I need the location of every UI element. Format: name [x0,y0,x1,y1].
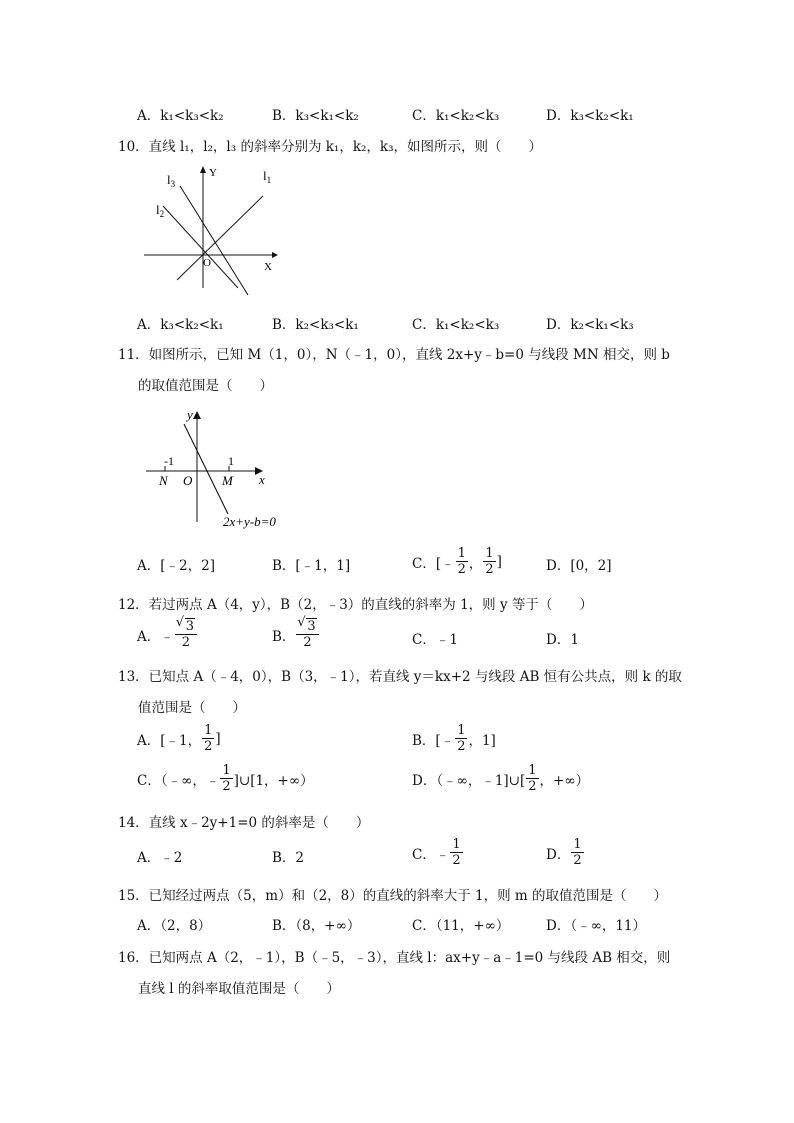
q13-c-suffix: ]∪[1，+∞） [233,772,314,789]
q11-c-frac1 [456,547,468,576]
q10-option-b: B．k₂<k₃<k₁ [272,317,359,333]
q16-stem-line2: 直线 l 的斜率取值范围是（ ） [138,981,340,997]
q11-m-label: M [222,473,233,488]
q10-x-label: X [264,261,272,273]
q14-d-den: 2 [573,853,582,868]
q14-c-frac [450,838,462,867]
q13-c-frac [220,764,232,793]
q11-y-label: y [187,407,193,422]
q11-c-den2: 2 [485,562,494,577]
q13-stem-line2: 值范围是（ ） [138,700,246,716]
q14-d-prefix: D． [546,846,571,863]
q10-option-a: A．k₃<k₂<k₁ [137,317,224,333]
q14-c-num: 1 [452,837,461,852]
q13-option-b [412,724,496,753]
q13-d-num: 1 [528,763,537,778]
q12-b-frac [296,620,318,649]
q10-line-l3 [180,186,248,295]
q13-b-suffix: ，1] [468,732,496,749]
q10-option-c: C．k₁<k₂<k₃ [412,317,500,333]
q11-o-label: O [183,473,193,488]
q9-option-c: C．k₁<k₂<k₃ [412,108,500,124]
q12-stem: 12．若过两点 A（4，y），B（2，﹣3）的直线的斜率为 1，则 y 等于（ ） [118,597,593,613]
q11-n-label: N [159,473,168,488]
q14-option-d [546,838,585,867]
q10-option-d: D．k₂<k₁<k₃ [546,317,634,333]
q14-stem: 14．直线 x﹣2y+1=0 的斜率是（ ） [118,815,370,831]
q13-option-d [412,764,589,793]
q12-a-den: 2 [181,635,191,650]
q12-b-prefix: B． [272,628,296,645]
q11-stem-line2: 的取值范围是（ ） [138,378,273,394]
q12-a-prefix: A．﹣ [137,628,174,645]
q13-option-a [137,724,221,753]
q14-d-num: 1 [573,837,582,852]
q13-a-prefix: A．[﹣1， [137,732,202,749]
q15-option-d: D．（﹣∞，11） [546,918,646,934]
q10-x-arrow [272,252,278,258]
q15-stem: 15．已知经过两点（5，m）和（2，8）的直线的斜率大于 1，则 m 的取值范围是（ ） [118,888,668,904]
q10-l2-label: $l_2$ [156,202,165,219]
q10-l1-label: $l_1$ [263,168,272,185]
q13-b-den: 2 [457,739,466,754]
q10-l3-label: $l_3$ [167,172,176,189]
q14-c-den: 2 [452,853,461,868]
q13-c-prefix: C．（﹣∞，﹣ [137,772,220,789]
q9-option-a: A．k₁<k₃<k₂ [137,108,224,124]
q12-b-den: 2 [303,635,312,650]
q13-c-den: 2 [222,779,231,794]
q11-option-a: A．[﹣2，2] [137,558,215,574]
q12-option-d: D．1 [546,632,579,648]
q13-b-prefix: B．[﹣ [412,732,455,749]
q13-c-num: 1 [222,763,231,778]
q12-option-a [137,620,198,649]
q9-option-d: D．k₃<k₂<k₁ [546,108,634,124]
q13-a-den: 2 [204,739,213,754]
q11-stem-line1: 11．如图所示，已知 M（1，0），N（﹣1，0），直线 2x+y﹣b=0 与线段 MN 相交，则 b [118,347,670,363]
q11-c-num2: 1 [485,546,494,561]
q11-c-sep: ， [468,555,483,572]
q13-d-prefix: D．（﹣∞，﹣1]∪[ [412,772,526,789]
q11-c-frac2 [483,547,495,576]
q14-option-a: A．﹣2 [137,850,183,866]
q11-one-label: 1 [228,454,234,468]
q11-c-den1: 2 [457,562,466,577]
q11-c-num1: 1 [457,546,466,561]
q13-stem-line1: 13．已知点 A（﹣4，0），B（3，﹣1），若直线 y＝kx+2 与线段 AB 恒有公共点，则 k 的取 [118,669,682,685]
q11-line-2x-y-b [184,424,228,514]
q11-c-prefix: C．[﹣ [412,555,455,572]
q12-option-b [272,620,320,649]
q14-d-frac [571,838,583,867]
q11-option-c [412,547,502,576]
q14-c-prefix: C．﹣ [412,846,450,863]
q12-option-c: C．﹣1 [412,632,458,648]
q13-a-num: 1 [204,723,213,738]
q13-b-frac [455,724,467,753]
q11-option-b: B．[﹣1，1] [272,558,351,574]
q11-c-suffix: ] [496,553,502,570]
q10-origin-label: O [203,257,211,269]
q11-x-label: x [259,472,265,487]
q10-line-l1 [177,196,263,280]
q11-option-d: D．[0，2] [546,558,612,574]
q13-d-suffix: ，+∞） [539,772,590,789]
q10-figure [140,160,285,300]
q12-a-frac [175,620,197,649]
q13-d-frac [526,764,538,793]
q13-option-c [137,764,314,793]
q14-option-c [412,838,464,867]
q10-stem: 10．直线 l₁，l₂，l₃ 的斜率分别为 k₁，k₂，k₃，如图所示，则（ ） [118,139,543,155]
q10-y-arrow [200,166,206,173]
q13-b-num: 1 [457,723,466,738]
q15-option-b: B．（8，+∞） [272,918,361,934]
q13-a-suffix: ] [215,730,221,747]
q10-y-label: Y [209,167,217,179]
q9-option-b: B．k₃<k₁<k₂ [272,108,359,124]
q11-line-label: 2x+y-b=0 [223,514,276,529]
q15-option-a: A．（2，8） [137,918,212,934]
q13-a-frac [202,724,214,753]
q11-figure [142,404,282,534]
q15-option-c: C．（11，+∞） [412,918,510,934]
q12-a-sqrt: √ 3 [185,618,195,634]
q12-b-sqrt: √ 3 [306,618,316,634]
q16-stem-line1: 16．已知两点 A（2，﹣1），B（﹣5，﹣3），直线 l：ax+y﹣a﹣1=0 与线段 AB 相交，则 [118,950,671,966]
q14-option-b: B．2 [272,850,305,866]
q11-y-arrow [193,411,201,419]
q13-d-den: 2 [528,779,537,794]
q11-neg1-label: -1 [164,454,174,468]
